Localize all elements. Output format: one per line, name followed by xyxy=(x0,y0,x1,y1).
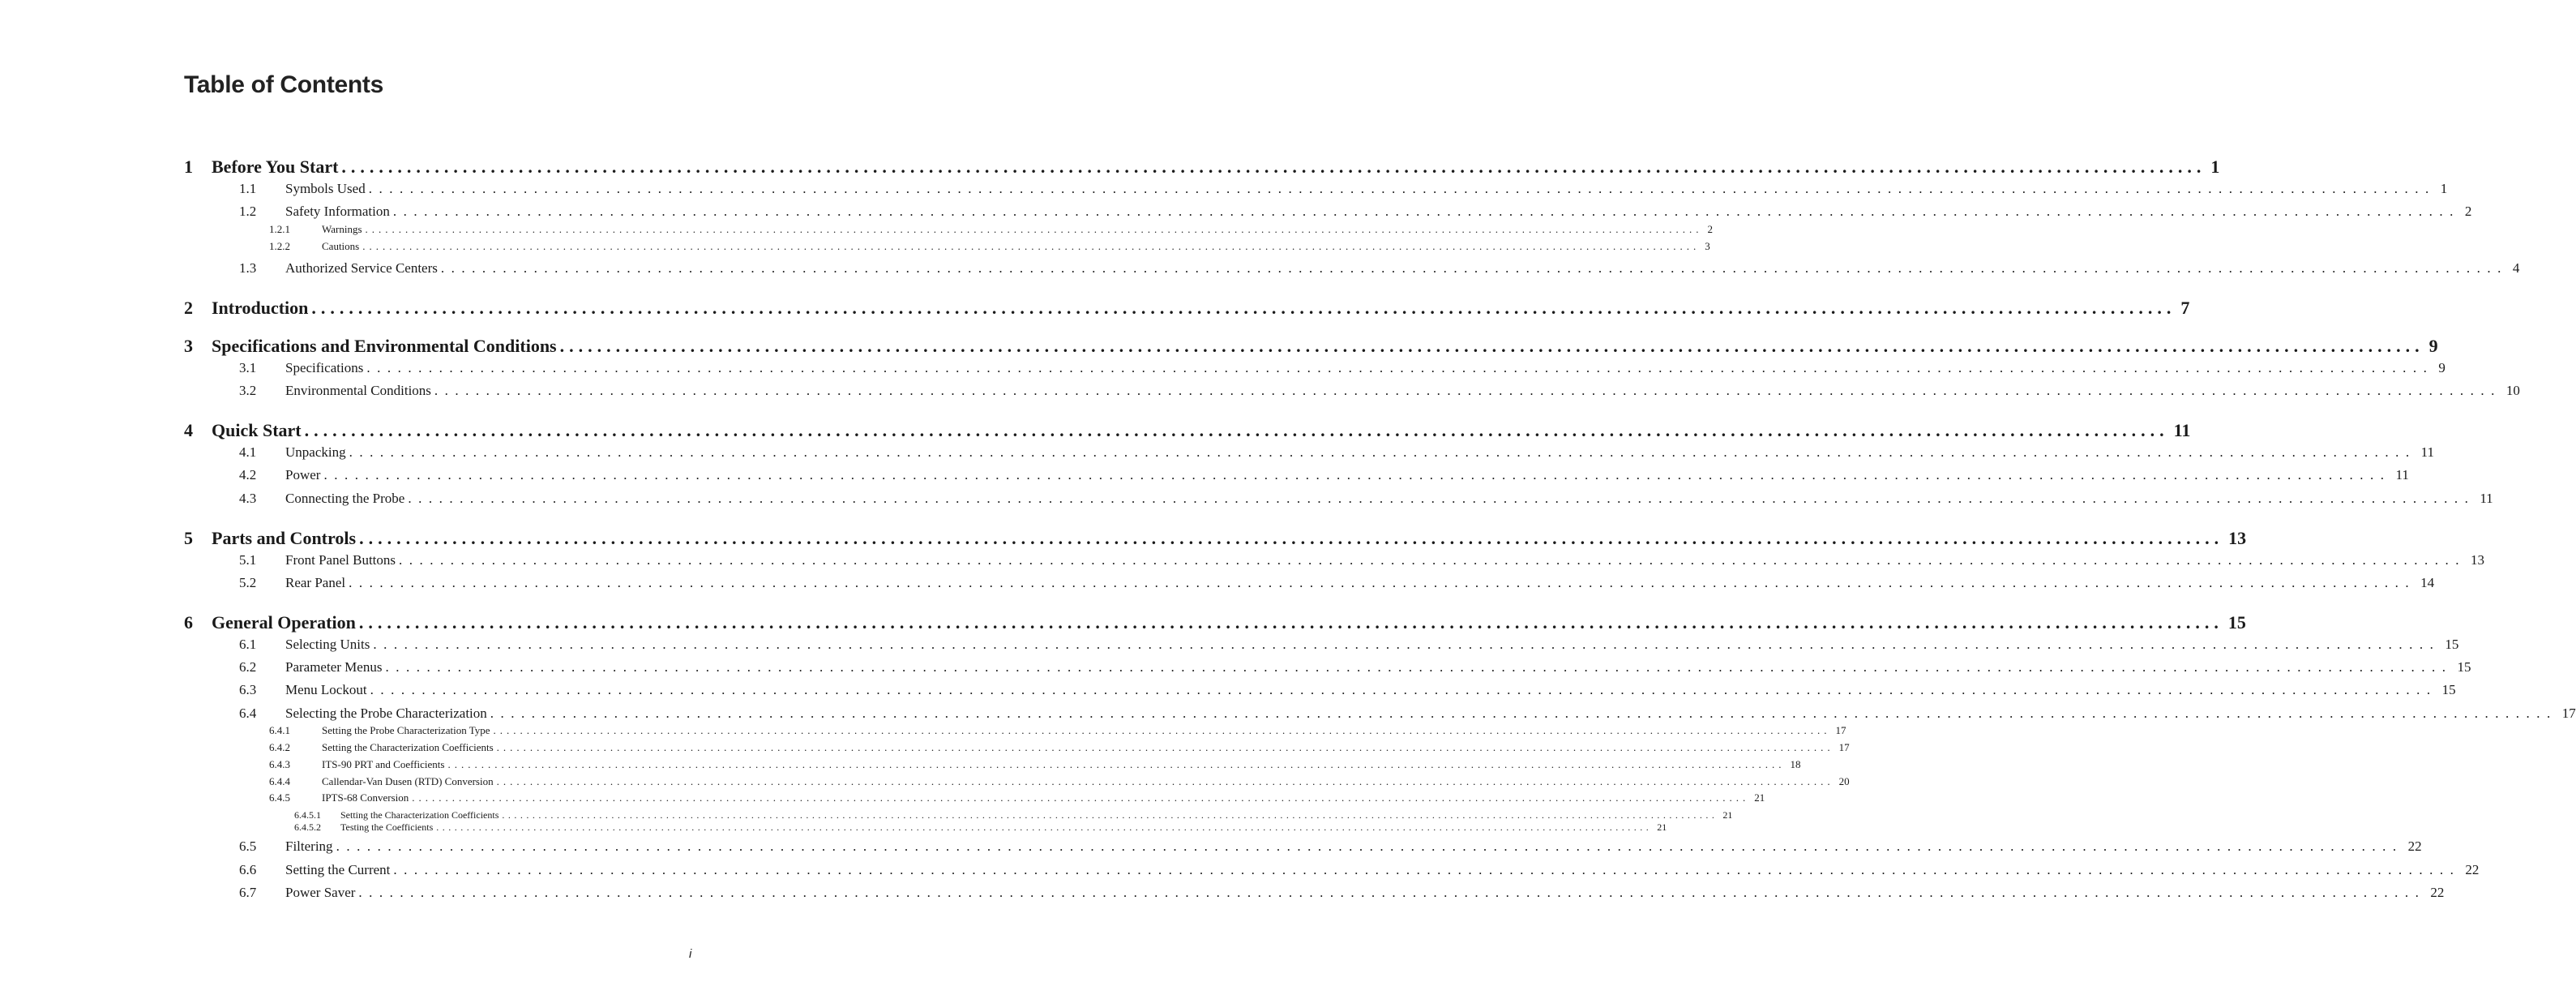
toc-entry-number: 4 xyxy=(184,420,193,440)
dot-leader: ........................................................................................................................................................................................................ xyxy=(393,862,2461,877)
toc-subsubsection[interactable] xyxy=(294,809,1733,821)
toc-entry-page: 10 xyxy=(2505,383,2520,398)
dot-leader: ........................................................................................................................................................................................................ xyxy=(341,157,2206,177)
toc-entry-number: 3 xyxy=(184,336,193,356)
dot-leader: ........................................................................................................................................................................................................ xyxy=(399,552,2467,568)
dot-leader: ........................................................................................................................................................................................................ xyxy=(366,360,2434,375)
dot-leader: ........................................................................................................................................................................................................ xyxy=(362,240,1701,252)
toc-entry-number: 1.2.2 xyxy=(269,240,290,252)
toc-entry-number: 4.1 xyxy=(239,444,257,460)
toc-subsection[interactable] xyxy=(269,758,1801,771)
toc-entry-title: Parts and Controls xyxy=(212,528,357,548)
dot-leader: ........................................................................................................................................................................................................ xyxy=(496,775,1834,787)
dot-leader: ........................................................................................................................................................................................................ xyxy=(496,741,1834,753)
toc-entry-title: Setting the Probe Characterization Type xyxy=(322,724,490,736)
toc-entry-title: ITS-90 PRT and Coefficients xyxy=(322,758,445,770)
toc-entry-page: 13 xyxy=(2471,552,2485,568)
toc-entry-number: 1.2 xyxy=(239,204,257,219)
dot-leader: ........................................................................................................................................................................................................ xyxy=(368,181,2436,196)
dot-leader: ........................................................................................................................................................................................................ xyxy=(359,528,2224,548)
toc-entry-number: 6.6 xyxy=(239,862,257,877)
toc-section[interactable] xyxy=(239,706,2576,722)
dot-leader: ........................................................................................................................................................................................................ xyxy=(493,724,1831,736)
page-title: Table of Contents xyxy=(184,71,384,98)
toc-entry-page: 17 xyxy=(2561,706,2576,721)
dot-leader: ........................................................................................................................................................................................................ xyxy=(370,682,2437,697)
toc-entry-title: Authorized Service Centers xyxy=(285,260,438,276)
toc-entry-page: 11 xyxy=(2173,420,2191,440)
dot-leader: ........................................................................................................................................................................................................ xyxy=(559,336,2424,356)
toc-entry-number: 6.4.5.2 xyxy=(294,821,321,833)
toc-subsection[interactable] xyxy=(269,775,1850,788)
toc-entry-title: Filtering xyxy=(285,838,333,854)
toc-entry-page: 11 xyxy=(2395,467,2409,482)
toc-entry-page: 20 xyxy=(1838,775,1850,787)
dot-leader: ........................................................................................................................................................................................................ xyxy=(440,260,2508,276)
toc-section[interactable] xyxy=(239,204,2472,220)
toc-entry-title: Setting the Current xyxy=(285,862,391,877)
toc-chapter[interactable] xyxy=(184,157,2220,178)
dot-leader: ........................................................................................................................................................................................................ xyxy=(447,758,1786,770)
toc-entry-page: 18 xyxy=(1790,758,1801,770)
toc-entry-title: Callendar-Van Dusen (RTD) Conversion xyxy=(322,775,494,787)
toc-entry-title: General Operation xyxy=(212,612,356,633)
toc-entry-title: Safety Information xyxy=(285,204,390,219)
toc-entry-page: 15 xyxy=(2441,682,2456,697)
toc-entry-title: Specifications and Environmental Conditions xyxy=(212,336,557,356)
toc-section[interactable] xyxy=(239,575,2435,591)
toc-entry-page: 1 xyxy=(2440,181,2448,196)
toc-entry-page: 13 xyxy=(2228,528,2247,548)
toc-subsubsection[interactable] xyxy=(294,821,1667,834)
toc-entry-number: 6.1 xyxy=(239,637,257,652)
toc-entry-number: 3.1 xyxy=(239,360,257,375)
dot-leader: ........................................................................................................................................................................................................ xyxy=(349,575,2416,590)
dot-leader: ........................................................................................................................................................................................................ xyxy=(392,204,2460,219)
toc-entry-title: Power xyxy=(285,467,321,482)
toc-entry-page: 11 xyxy=(2480,491,2493,506)
toc-entry-number: 3.2 xyxy=(239,383,257,398)
toc-entry-number: 6 xyxy=(184,612,193,633)
dot-leader: ........................................................................................................................................................................................................ xyxy=(323,467,2391,482)
toc-entry-title: Setting the Characterization Coefficients xyxy=(340,809,499,821)
toc-section[interactable] xyxy=(239,181,2448,197)
dot-leader: ........................................................................................................................................................................................................ xyxy=(304,420,2169,440)
toc-entry-number: 1.1 xyxy=(239,181,257,196)
dot-leader: ........................................................................................................................................................................................................ xyxy=(502,809,1718,821)
toc-section[interactable] xyxy=(239,659,2471,675)
toc-entry-number: 6.7 xyxy=(239,885,257,900)
toc-entry-page: 15 xyxy=(2227,612,2246,633)
toc-subsection[interactable] xyxy=(269,741,1850,754)
toc-entry-number: 5.1 xyxy=(239,552,257,568)
toc-entry-page: 17 xyxy=(1835,724,1846,736)
toc-section[interactable] xyxy=(239,838,2422,855)
dot-leader: ........................................................................................................................................................................................................ xyxy=(358,612,2223,633)
toc-subsection[interactable] xyxy=(269,791,1765,804)
toc-entry-number: 5.2 xyxy=(239,575,257,590)
toc-entry-page: 15 xyxy=(2457,659,2471,675)
toc-entry-number: 6.4.4 xyxy=(269,775,290,787)
toc-entry-page: 1 xyxy=(2210,157,2220,177)
toc-entry-number: 2 xyxy=(184,298,193,318)
toc-section[interactable] xyxy=(239,383,2520,399)
toc-entry-title: Introduction xyxy=(212,298,309,318)
toc-section[interactable] xyxy=(239,552,2485,568)
toc-entry-number: 6.4.2 xyxy=(269,741,290,753)
toc-entry-title: Cautions xyxy=(322,240,360,252)
toc-entry-title: Environmental Conditions xyxy=(285,383,431,398)
toc-chapter[interactable] xyxy=(184,528,2247,549)
dot-leader: ........................................................................................................................................................................................................ xyxy=(336,838,2403,854)
toc-section[interactable] xyxy=(239,862,2480,878)
toc-chapter[interactable] xyxy=(184,298,2190,319)
toc-entry-page: 21 xyxy=(1657,821,1667,833)
toc-entry-page: 7 xyxy=(2180,298,2190,318)
page-number: i xyxy=(689,947,692,961)
dot-leader: ........................................................................................................................................................................................................ xyxy=(311,298,2176,318)
dot-leader: ........................................................................................................................................................................................................ xyxy=(373,637,2441,652)
toc-subsection[interactable] xyxy=(269,240,1710,253)
toc-entry-page: 17 xyxy=(1838,741,1850,753)
toc-entry-number: 4.3 xyxy=(239,491,257,506)
toc-entry-number: 6.4 xyxy=(239,706,257,721)
toc-entry-number: 4.2 xyxy=(239,467,257,482)
toc-section[interactable] xyxy=(239,444,2434,461)
toc-entry-page: 11 xyxy=(2420,444,2434,460)
toc-section[interactable] xyxy=(239,637,2459,653)
toc-entry-title: Quick Start xyxy=(212,420,302,440)
toc-entry-number: 6.4.1 xyxy=(269,724,290,736)
toc-entry-number: 1 xyxy=(184,157,193,177)
toc-chapter[interactable] xyxy=(184,612,2246,633)
toc-entry-number: 6.4.5 xyxy=(269,791,290,804)
toc-entry-title: Testing the Coefficients xyxy=(340,821,434,833)
toc-entry-title: Menu Lockout xyxy=(285,682,367,697)
dot-leader: ........................................................................................................................................................................................................ xyxy=(358,885,2426,900)
toc-entry-title: Before You Start xyxy=(212,157,339,177)
dot-leader: ........................................................................................................................................................................................................ xyxy=(490,706,2557,721)
toc-entry-title: Front Panel Buttons xyxy=(285,552,396,568)
toc-section[interactable] xyxy=(239,682,2456,698)
toc-entry-page: 9 xyxy=(2438,360,2445,375)
toc-entry-title: Setting the Characterization Coefficients xyxy=(322,741,494,753)
toc-entry-number: 6.4.3 xyxy=(269,758,290,770)
toc-entry-page: 22 xyxy=(2407,838,2422,854)
toc-entry-page: 3 xyxy=(1705,240,1710,252)
toc-subsection[interactable] xyxy=(269,724,1846,737)
toc-entry-page: 14 xyxy=(2420,575,2435,590)
toc-section[interactable] xyxy=(239,360,2445,376)
toc-entry-page: 4 xyxy=(2512,260,2520,276)
toc-entry-number: 6.5 xyxy=(239,838,257,854)
dot-leader: ........................................................................................................................................................................................................ xyxy=(349,444,2416,460)
toc-entry-title: Symbols Used xyxy=(285,181,366,196)
toc-entry-title: Power Saver xyxy=(285,885,356,900)
dot-leader: ........................................................................................................................................................................................................ xyxy=(434,383,2501,398)
toc-entry-page: 2 xyxy=(1707,223,1713,235)
toc-entry-title: Selecting the Probe Characterization xyxy=(285,706,487,721)
toc-entry-title: Unpacking xyxy=(285,444,346,460)
toc-entry-page: 9 xyxy=(2428,336,2438,356)
toc-chapter[interactable] xyxy=(184,336,2438,357)
dot-leader: ........................................................................................................................................................................................................ xyxy=(385,659,2453,675)
toc-entry-page: 21 xyxy=(1722,809,1733,821)
dot-leader: ........................................................................................................................................................................................................ xyxy=(365,223,1703,235)
toc-entry-number: 6.3 xyxy=(239,682,257,697)
toc-subsection[interactable] xyxy=(269,223,1713,236)
toc-entry-title: Warnings xyxy=(322,223,362,235)
toc-section[interactable] xyxy=(239,467,2409,483)
toc-entry-title: Specifications xyxy=(285,360,364,375)
dot-leader: ........................................................................................................................................................................................................ xyxy=(408,491,2475,506)
toc-entry-number: 1.2.1 xyxy=(269,223,290,235)
dot-leader: ........................................................................................................................................................................................................ xyxy=(412,791,1750,804)
toc-entry-title: Selecting Units xyxy=(285,637,370,652)
dot-leader: ........................................................................................................................................................................................................ xyxy=(436,821,1653,833)
toc-section[interactable] xyxy=(239,885,2445,901)
toc-entry-page: 2 xyxy=(2464,204,2472,219)
toc-entry-title: IPTS-68 Conversion xyxy=(322,791,409,804)
toc-entry-title: Connecting the Probe xyxy=(285,491,405,506)
toc-entry-page: 22 xyxy=(2430,885,2445,900)
toc-entry-title: Rear Panel xyxy=(285,575,346,590)
toc-entry-number: 6.2 xyxy=(239,659,257,675)
toc-entry-number: 6.4.5.1 xyxy=(294,809,321,821)
toc-entry-title: Parameter Menus xyxy=(285,659,383,675)
toc-entry-number: 5 xyxy=(184,528,193,548)
toc-chapter[interactable] xyxy=(184,420,2191,441)
toc-entry-number: 1.3 xyxy=(239,260,257,276)
toc-entry-page: 22 xyxy=(2465,862,2480,877)
toc-entry-page: 21 xyxy=(1754,791,1765,804)
toc-entry-page: 15 xyxy=(2445,637,2459,652)
toc-section[interactable] xyxy=(239,491,2493,507)
toc-section[interactable] xyxy=(239,260,2520,277)
